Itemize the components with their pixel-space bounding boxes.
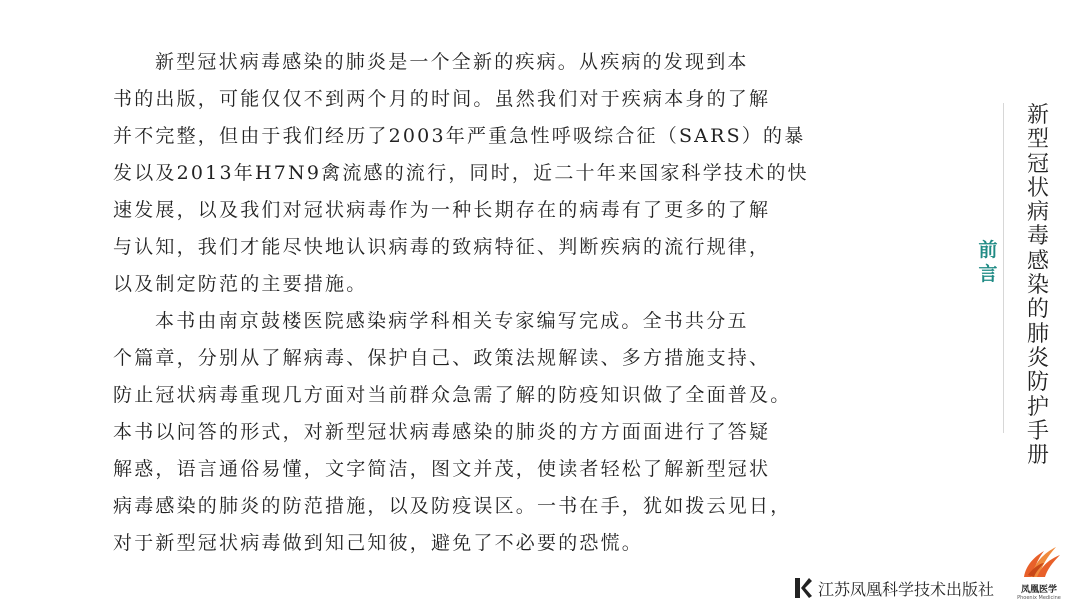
section-title [977,238,999,286]
paragraph-line: 病毒感染的肺炎的防范措施，以及防疫误区。一书在手，犹如拨云见日， [113,495,792,517]
book-title [1023,104,1053,468]
paragraph-line: 并不完整，但由于我们经历了2003年严重急性呼吸综合征（SARS）的暴 [113,125,806,147]
vertical-char: 言 [978,263,998,285]
vertical-char: 状 [1026,175,1049,201]
vertical-char: 护 [1026,394,1049,420]
vertical-char: 感 [1026,248,1049,274]
preface-body [113,44,809,562]
paragraph-line: 与认知，我们才能尽快地认识病毒的致病特征、判断疾病的流行规律， [113,236,771,258]
vertical-divider [1003,103,1004,433]
paragraph-line: 以及制定防范的主要措施。 [113,273,368,295]
vertical-char: 染 [1026,273,1049,299]
vertical-char: 新 [1026,103,1049,128]
vertical-char: 肺 [1026,321,1049,347]
paragraph-2 [113,303,792,562]
vertical-char: 防 [1026,370,1049,396]
paragraph-line: 发以及2013年H7N9禽流感的流行，同时，近二十年来国家科学技术的快 [113,162,809,184]
vertical-char: 炎 [1026,345,1049,371]
publisher-logo-icon [790,576,814,600]
imprint-subtitle: Phoenix Medicine [1017,595,1061,601]
vertical-char: 册 [1026,443,1049,469]
paragraph-1 [113,44,809,303]
publisher-name: 江苏凤凰科学技术出版社 [818,579,995,599]
vertical-char: 手 [1026,418,1049,444]
publisher-credit [790,575,994,601]
paragraph-line: 解惑，语言通俗易懂，文字简洁，图文并茂，使读者轻松了解新型冠状 [113,458,771,480]
vertical-char: 的 [1026,297,1049,323]
paragraph-line: 个篇章，分别从了解病毒、保护自己、政策法规解读、多方措施支持、 [113,347,771,369]
imprint-name: 凤凰医学 [1020,585,1057,595]
paragraph-line: 本书以问答的形式，对新型冠状病毒感染的肺炎的方方面面进行了答疑 [113,421,771,443]
vertical-char: 型 [1026,127,1049,153]
paragraph-line: 防止冠状病毒重现几方面对当前群众急需了解的防疫知识做了全面普及。 [113,384,792,406]
vertical-char: 前 [978,239,998,261]
paragraph-line: 对于新型冠状病毒做到知己知彼，避免了不必要的恐慌。 [113,532,644,554]
vertical-char: 毒 [1026,224,1049,250]
vertical-char: 冠 [1026,151,1049,177]
paragraph-line: 新型冠状病毒感染的肺炎是一个全新的疾病。从疾病的发现到本 [155,51,749,73]
paragraph-line: 书的出版，可能仅仅不到两个月的时间。虽然我们对于疾病本身的了解 [113,88,771,110]
paragraph-line: 本书由南京鼓楼医院感染病学科相关专家编写完成。全书共分五 [155,310,749,332]
paragraph-line: 速发展，以及我们对冠状病毒作为一种长期存在的病毒有了更多的了解 [113,199,771,221]
vertical-char: 病 [1026,200,1049,226]
